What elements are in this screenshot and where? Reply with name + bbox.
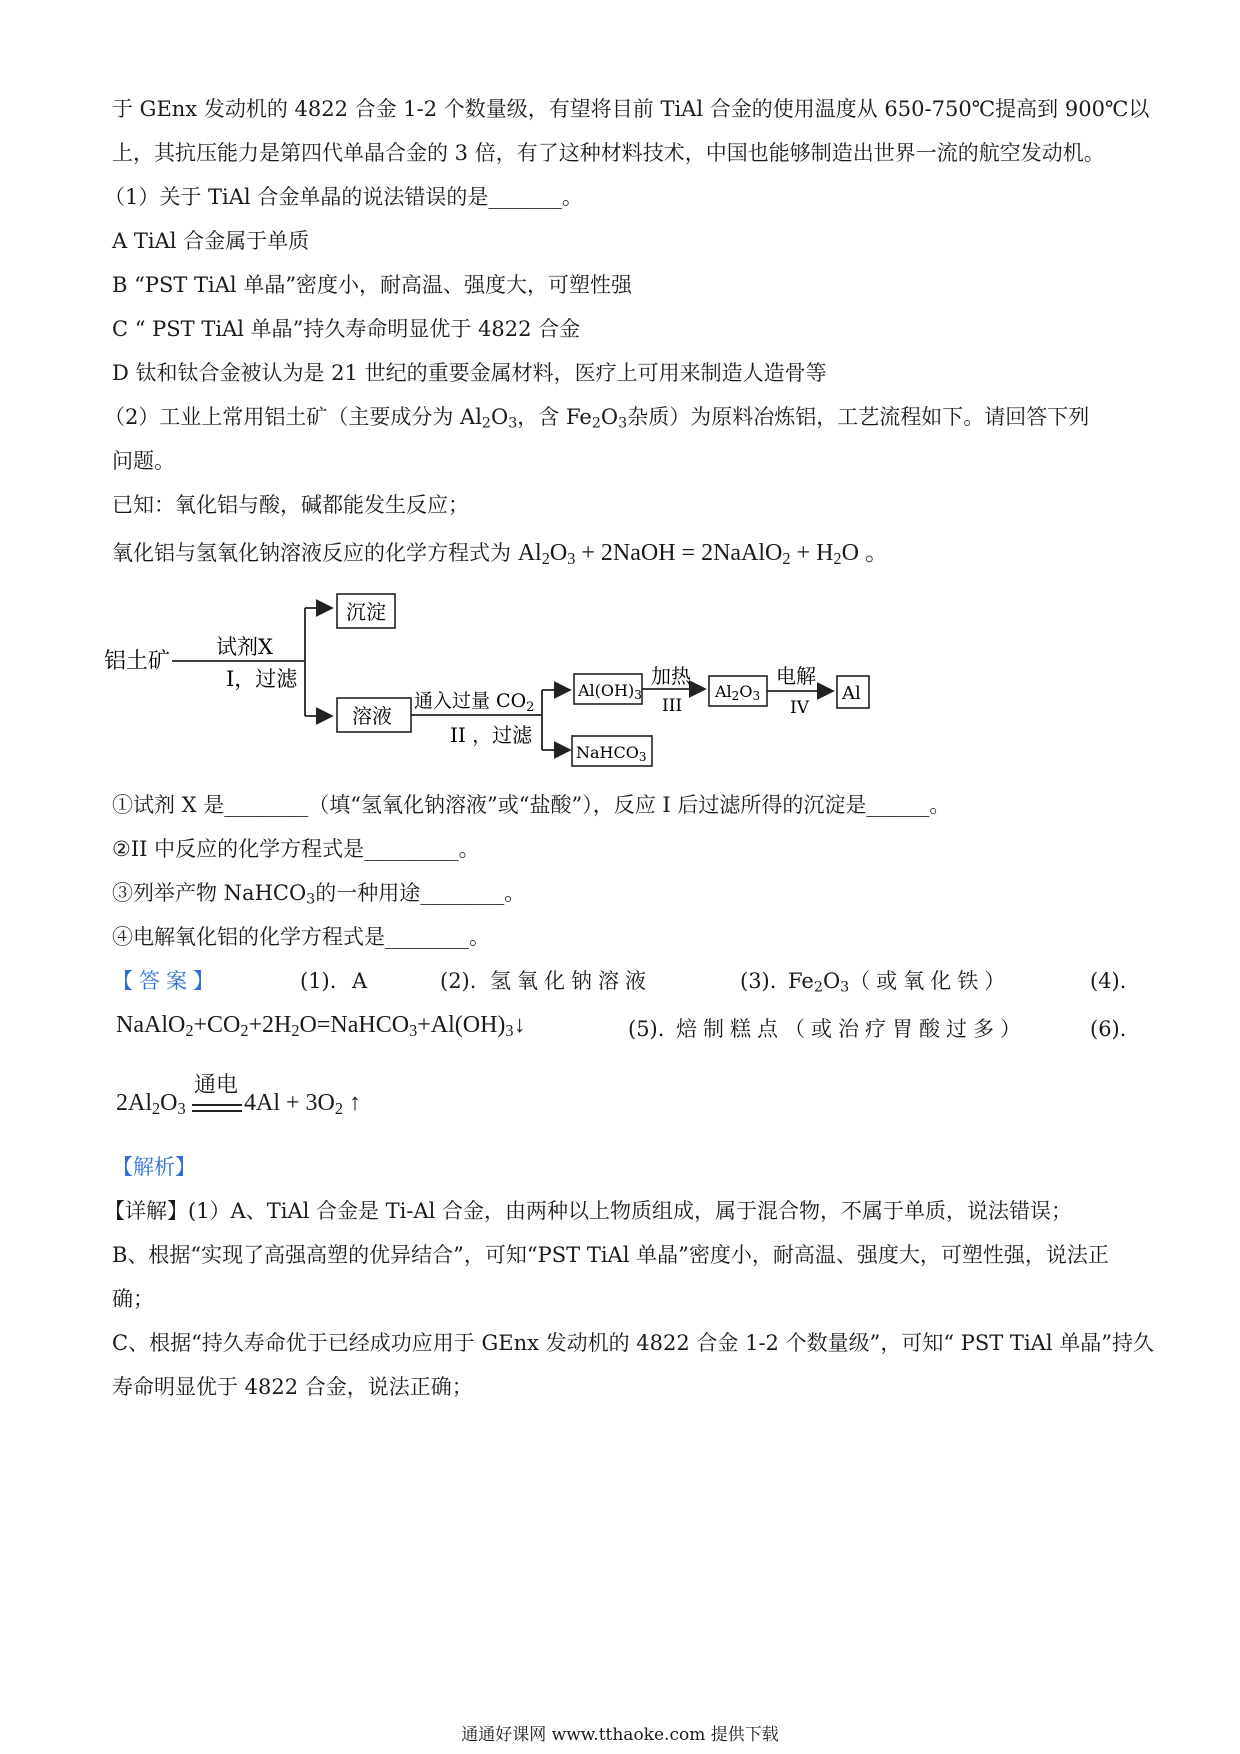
known-info: 已知：氧化铝与酸，碱都能发生反应； <box>112 493 469 517</box>
option-a: A TiAl 合金属于单质 <box>112 229 310 253</box>
alumina-naoh-equation: $Al_2O_3$ + 2NaOH = 2NaAlO$_2$ + $H_2O$ 。 <box>517 540 889 569</box>
flow-start: 铝土矿 <box>104 649 171 674</box>
co2-label: 通入过量 $CO_2$ <box>414 690 535 715</box>
answer-1: A <box>352 969 368 993</box>
electrolysis-label: 电解 <box>776 664 816 688</box>
text-line: 于 GEnx 发动机的 4822 合金 1-2 个数量级，有望将目前 TiAl 合金的使用温度从 650-750℃提高到 900℃以 <box>112 97 1150 121</box>
analysis-line: 寿命明显优于 4822 合金，说法正确； <box>112 1375 473 1399</box>
question-2: （2）工业上常用铝土矿（主要成分为 $Al_2O_3$，含 $Fe_2O_3$杂质）为原料冶炼铝，工艺流程如下。请回答下列 <box>104 405 1090 432</box>
equals-double-line <box>192 1104 242 1112</box>
al2o3-label: Al2O3 <box>715 682 761 703</box>
flow-step2: II ，过滤 <box>450 723 533 747</box>
answer-2-number: (2). <box>440 969 477 993</box>
analysis-line: B、根据“实现了高强高塑的优异结合”，可知“PST TiAl 单晶”密度小，耐高温、强度大，可塑性强，说法正 <box>112 1243 1109 1267</box>
answer-6-number: (6). <box>1090 1017 1127 1041</box>
question-1: （1）关于 TiAl 合金单晶的说法错误的是_______。 <box>104 185 583 209</box>
footer-text: 通通好课网 www.tthaoke.com 提供下载 <box>461 1725 779 1745</box>
answer-4-number: (4). <box>1090 969 1127 993</box>
analysis-label: 【解析】 <box>112 1155 196 1179</box>
answer-5: 焙制糕点（或治疗胃酸过多） <box>676 1017 1027 1041</box>
option-c: C “ PST TiAl 单晶”持久寿命明显优于 4822 合金 <box>112 317 581 341</box>
answer-3: $Fe_2O_3$（或氧化铁） <box>788 969 1012 996</box>
answer-4-equation: $NaAlO_2+CO_2+2H_2O=NaHCO_3+Al(OH)_3↓$ <box>116 1012 526 1041</box>
flow-step1: I，过滤 <box>226 667 298 691</box>
precipitate-label: 沉淀 <box>346 600 386 624</box>
condition-label: 通电 <box>194 1073 239 1098</box>
text-line: 上，其抗压能力是第四代单晶合金的 3 倍，有了这种材料技术，中国也能够制造出世界一流的航空发动机。 <box>112 141 1105 165</box>
option-b: B “PST TiAl 单晶”密度小，耐高温、强度大，可塑性强 <box>112 273 633 297</box>
sub-question-2: ②II 中反应的化学方程式是_________。 <box>112 837 480 861</box>
nahco3-label: NaHCO3 <box>576 743 647 764</box>
process-flow-diagram <box>100 590 1000 780</box>
flow-step4: IV <box>790 698 809 718</box>
option-d: D 钛和钛合金被认为是 21 世纪的重要金属材料，医疗上可用来制造人造骨等 <box>112 361 827 385</box>
analysis-line: C、根据“持久寿命优于已经成功应用于 GEnx 发动机的 4822 合金 1-2 个数量级”，可知“ PST TiAl 单晶”持久 <box>112 1331 1154 1355</box>
sub-question-4: ④电解氧化铝的化学方程式是________。 <box>112 925 490 949</box>
flow-reagent: 试剂X <box>216 635 273 659</box>
answer-5-number: (5). <box>628 1017 665 1041</box>
analysis-line: 确； <box>112 1287 154 1311</box>
flow-step3: III <box>662 696 683 716</box>
heat-label: 加热 <box>651 664 691 688</box>
answer-3-number: (3). <box>740 969 777 993</box>
al-label: Al <box>842 683 861 704</box>
solution-label: 溶液 <box>352 704 392 728</box>
answer-1-number: (1). <box>300 969 337 993</box>
answer-6-equation: $2Al_2O_3$ 通电 $4Al + 3O_2$ ↑ <box>116 1068 416 1132</box>
sub-question-1: ①试剂 X 是________（填“氢氧化钠溶液”或“盐酸”），反应 I 后过滤所得的沉淀是______。 <box>112 793 951 817</box>
answer-2: 氢氧化钠溶液 <box>490 969 652 993</box>
sub-question-3: ③列举产物 NaHCO$_3$的一种用途________。 <box>112 881 526 908</box>
aloh3-label: Al(OH)3 <box>578 681 642 702</box>
analysis-line: 【详解】(1）A、TiAl 合金是 Ti-Al 合金，由两种以上物质组成，属于混合物，不属于单质，说法错误； <box>104 1199 1073 1223</box>
text-line: 问题。 <box>112 449 175 473</box>
answer-label: 【答案】 <box>112 969 220 993</box>
equation-line: 氧化铝与氢氧化钠溶液反应的化学方程式为 $Al_2O_3$ + 2NaOH = 2NaAlO$_2$ + $H_2O$ 。 <box>112 540 889 569</box>
